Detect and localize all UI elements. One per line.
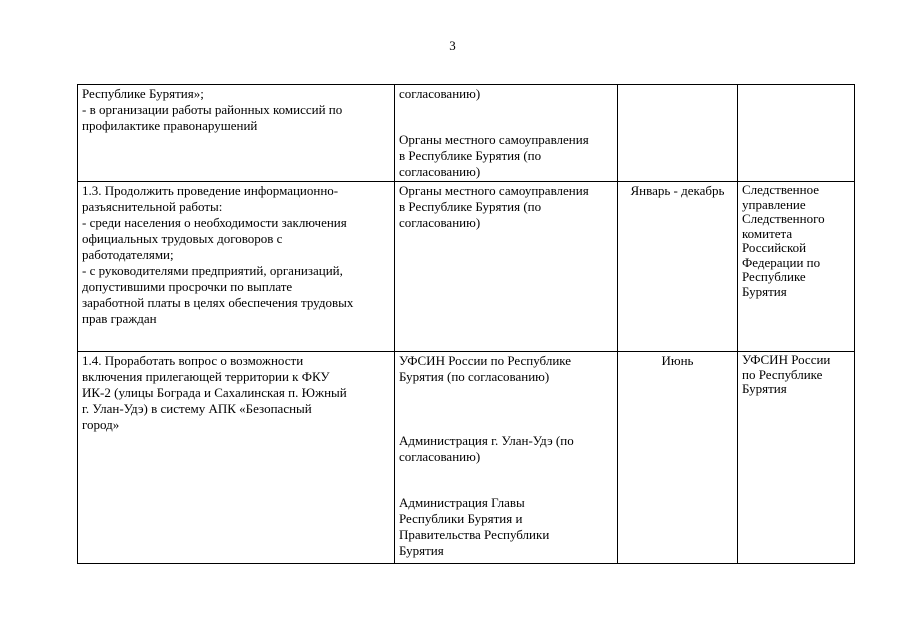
measure-text-line: - в организации работы районных комиссий по [82, 102, 343, 117]
measure-text-line: работодателями; [82, 247, 174, 262]
executor-text-line: согласованию) [399, 86, 481, 101]
responsible-text-line: Следственного [742, 211, 825, 226]
measure-text-line: официальных трудовых договоров с [82, 231, 283, 246]
measure-text-line: - с руководителями предприятий, организаций, [82, 263, 343, 278]
measure-text-line: включения прилегающей территории к ФКУ [82, 369, 330, 384]
executor-text-line: Органы местного самоуправления [399, 132, 589, 147]
measure-cell [78, 352, 395, 564]
executor-cell [395, 85, 618, 182]
responsible-text-line: Республике [742, 269, 806, 284]
measure-cell [78, 85, 395, 182]
executor-text-line: в Республике Бурятия (по [399, 199, 542, 214]
measure-text-line: 1.3. Продолжить проведение информационно- [82, 183, 339, 198]
measure-text-line: Республике Бурятия»; [82, 86, 204, 101]
responsible-text-line: комитета [742, 225, 793, 241]
executor-text-line: Органы местного самоуправления [399, 183, 589, 198]
responsible-cell [738, 85, 855, 182]
measure-text-line: г. Улан-Удэ) в систему АПК «Безопасный [82, 401, 312, 416]
responsible-text-line: Бурятия [742, 283, 787, 299]
executor-text-line: согласованию) [399, 449, 481, 464]
executor-text-line: УФСИН России по Республике [399, 353, 572, 368]
measure-text-line: 1.4. Проработать вопрос о возможности [82, 353, 304, 368]
measure-text-line: город» [82, 417, 120, 432]
executor-cell [395, 182, 618, 352]
action-plan-table [77, 84, 855, 564]
responsible-cell [738, 182, 855, 352]
responsible-text-line: УФСИН России [742, 352, 831, 367]
measure-cell [78, 182, 395, 352]
responsible-cell [738, 352, 855, 564]
responsible-text-line: Следственное [742, 182, 819, 197]
page-number: 3 [449, 38, 456, 53]
deadline-cell [618, 85, 738, 182]
responsible-text-line: Российской [742, 240, 807, 255]
executor-text-line: Администрация г. Улан-Удэ (по [399, 433, 574, 448]
measure-text-line: - среди населения о необходимости заключения [82, 215, 347, 230]
measure-text-line: профилактике правонарушений [82, 118, 258, 133]
executor-text-line: Бурятия (по согласованию) [399, 369, 550, 384]
table-row [78, 182, 855, 352]
executor-text-line: в Республике Бурятия (по [399, 148, 542, 163]
responsible-text-line: Бурятия [742, 381, 787, 396]
executor-cell [395, 352, 618, 564]
measure-text-line: разъяснительной работы: [82, 199, 223, 214]
measure-text-line: прав граждан [82, 311, 157, 326]
executor-text-line: согласованию) [399, 164, 481, 179]
measure-text-line: допустившими просрочки по выплате [82, 279, 293, 294]
table-row [78, 85, 855, 182]
executor-text-line: Администрация Главы [399, 495, 525, 510]
executor-text-line: Бурятия [399, 543, 444, 558]
deadline-cell: Июнь [618, 352, 738, 564]
responsible-text-line: по Республике [742, 366, 823, 382]
executor-text-line: согласованию) [399, 215, 481, 230]
table-row [78, 352, 855, 564]
measure-text-line: заработной платы в целях обеспечения трудовых [82, 295, 354, 310]
executor-text-line: Республики Бурятия и [399, 511, 523, 526]
responsible-text-line: Федерации по [742, 254, 821, 270]
deadline-cell: Январь - декабрь [618, 182, 738, 352]
measure-text-line: ИК-2 (улицы Бограда и Сахалинская п. Южный [82, 385, 347, 400]
executor-text-line: Правительства Республики [399, 527, 550, 542]
responsible-text-line: управление [742, 196, 806, 212]
